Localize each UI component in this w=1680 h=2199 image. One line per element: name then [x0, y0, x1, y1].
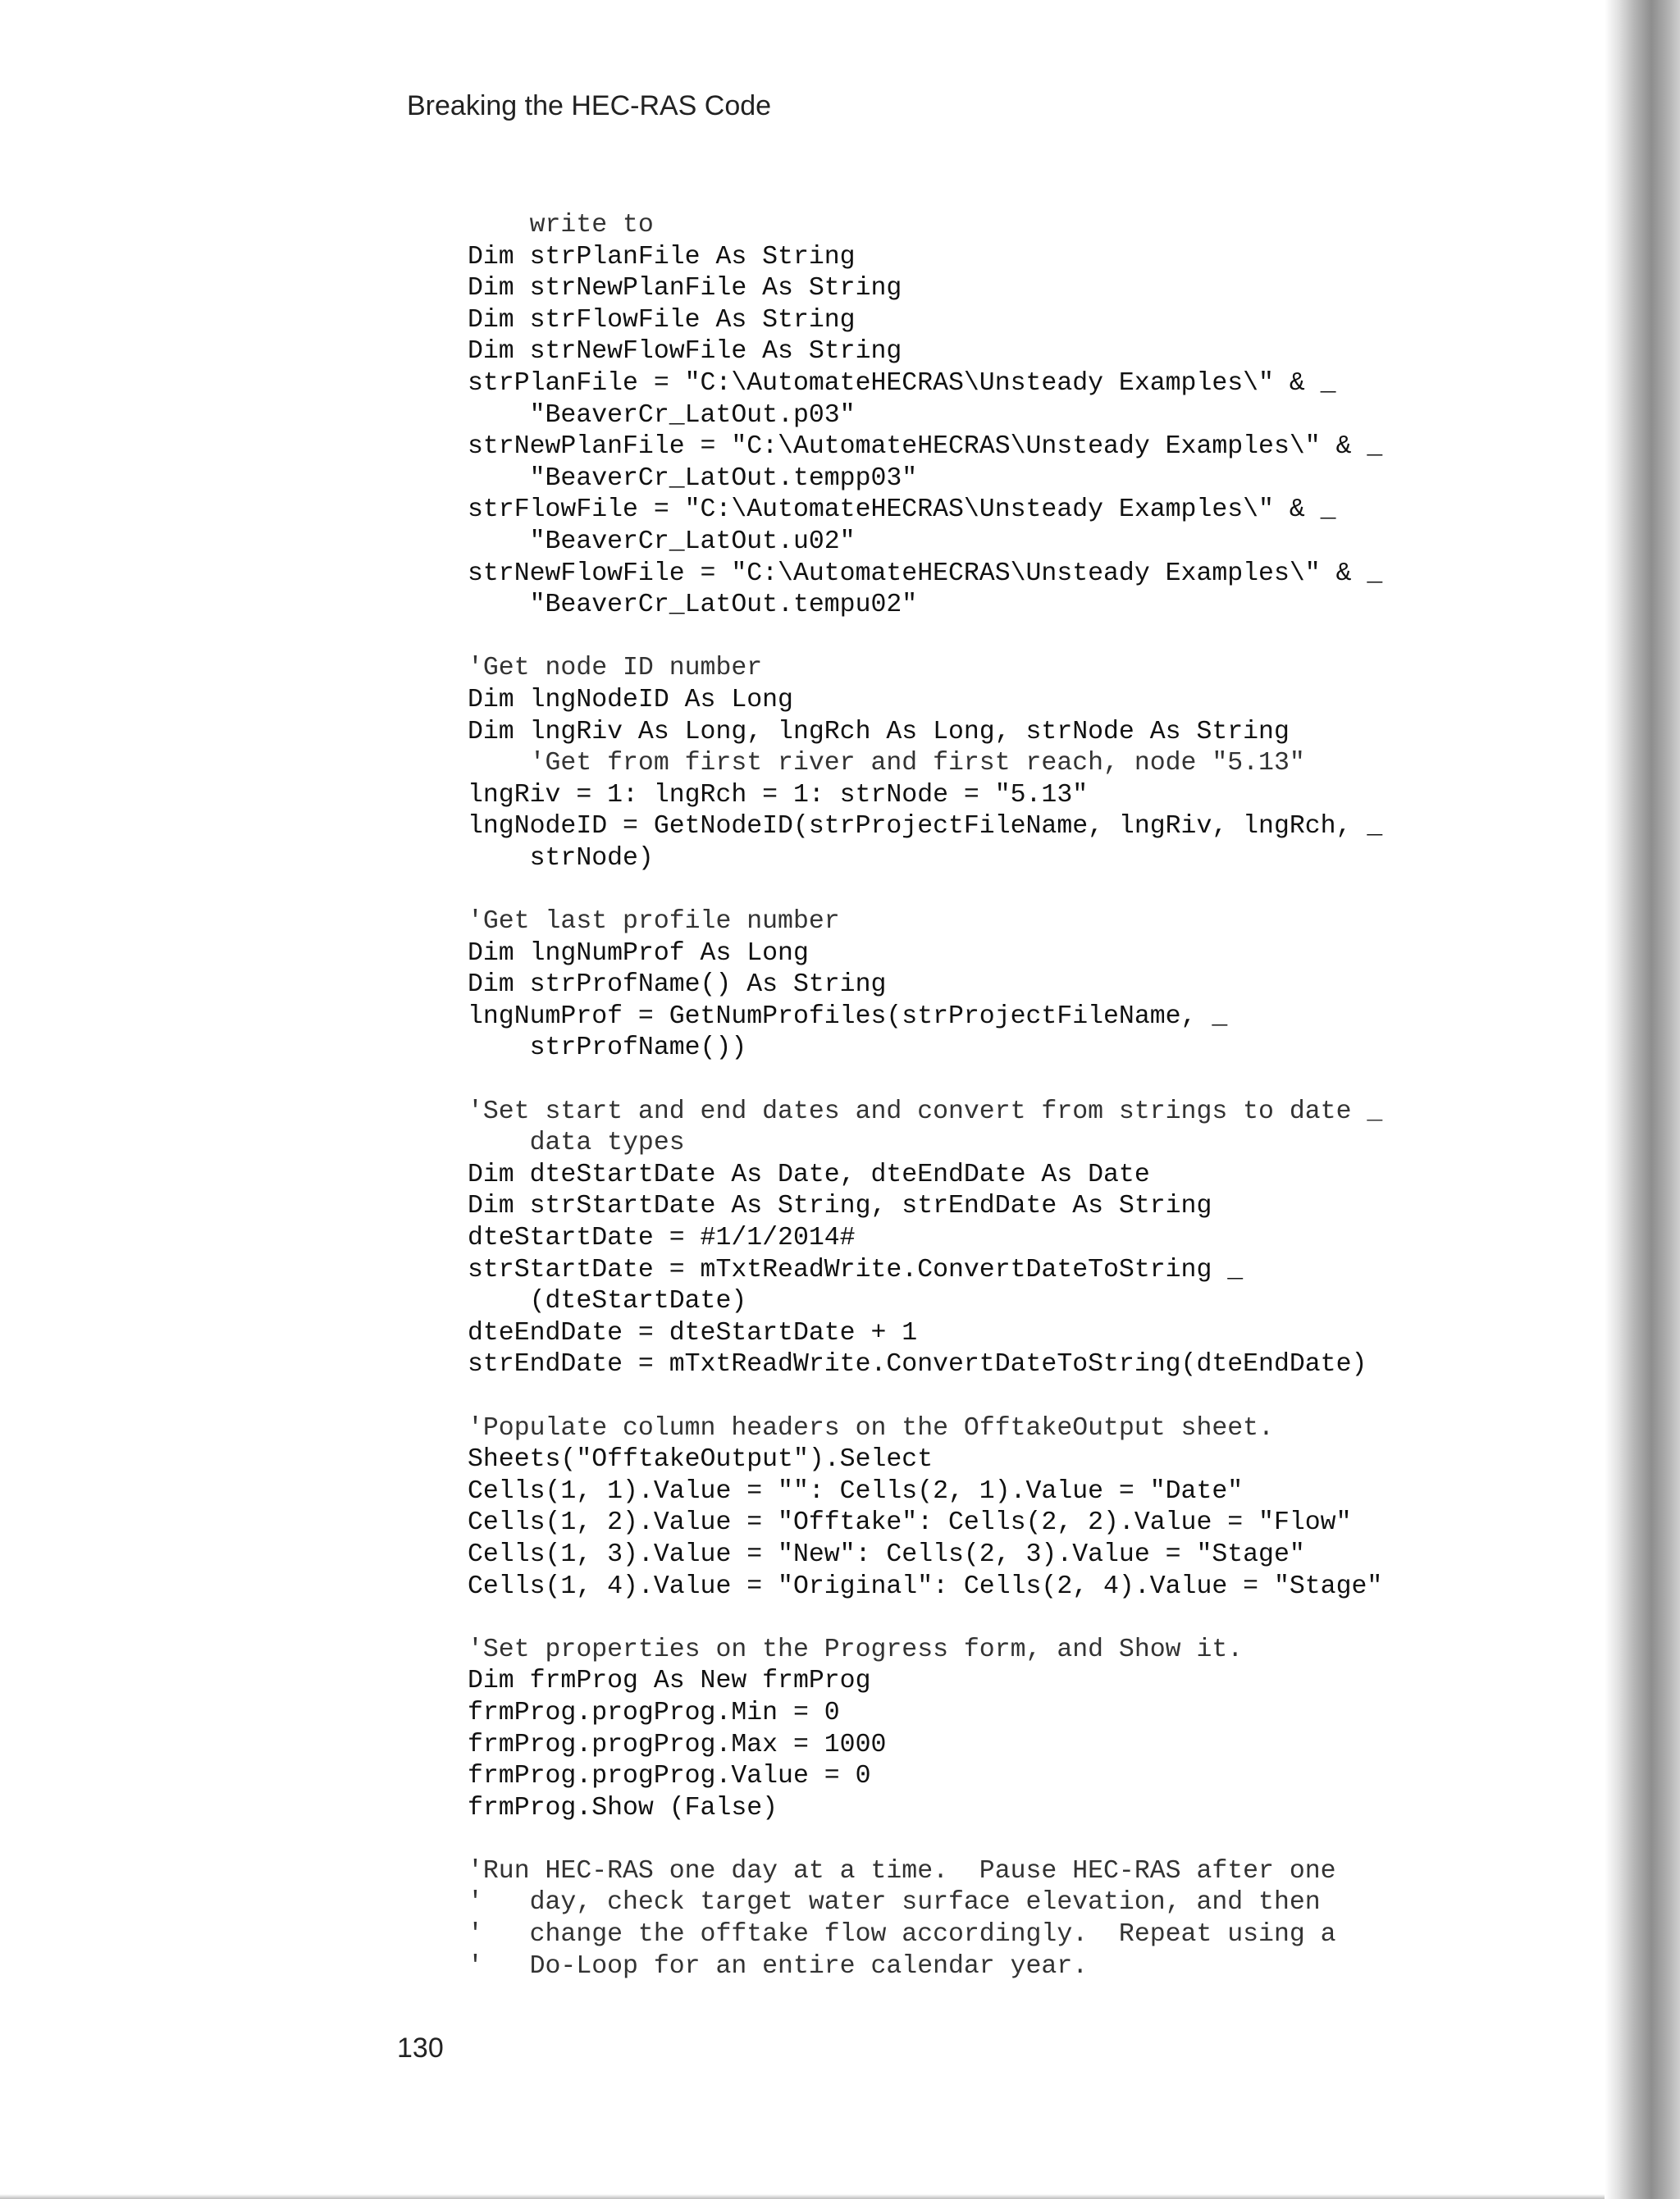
- code-comment-line: write to: [468, 211, 654, 240]
- binding-shadow: [1605, 0, 1680, 2199]
- code-line: strNewFlowFile = "C:\AutomateHECRAS\Unsteady Examples\" & _: [468, 559, 1383, 588]
- code-line: "BeaverCr_LatOut.p03": [468, 400, 856, 430]
- code-line: [468, 622, 1460, 654]
- code-line: Dim strNewFlowFile As String: [468, 337, 902, 367]
- code-line: Dim lngNumProf As Long: [468, 938, 809, 968]
- code-line: (dteStartDate): [468, 1287, 747, 1316]
- code-line: Dim lngNodeID As Long: [468, 685, 793, 714]
- code-line: Dim strPlanFile As String: [468, 242, 856, 271]
- code-line: [468, 1603, 1460, 1635]
- code-comment-line: 'Get last profile number: [468, 907, 840, 937]
- code-line: frmProg.Show (False): [468, 1793, 778, 1823]
- code-line: Cells(1, 4).Value = "Original": Cells(2, 4).Value = "Stage": [468, 1572, 1383, 1601]
- code-line: dteEndDate = dteStartDate + 1: [468, 1318, 918, 1348]
- code-line: Dim strNewPlanFile As String: [468, 274, 902, 303]
- code-line: [468, 1824, 1460, 1856]
- code-line: lngRiv = 1: lngRch = 1: strNode = "5.13": [468, 780, 1089, 810]
- code-line: Cells(1, 1).Value = "": Cells(2, 1).Value = "Date": [468, 1476, 1244, 1506]
- code-line: strProfName()): [468, 1033, 747, 1063]
- code-line: [468, 874, 1460, 906]
- code-line: Dim strProfName() As String: [468, 970, 887, 1000]
- code-listing: [468, 210, 1460, 1982]
- code-line: "BeaverCr_LatOut.tempu02": [468, 591, 918, 620]
- code-line: Sheets("OfftakeOutput").Select: [468, 1445, 934, 1475]
- code-line: frmProg.progProg.Min = 0: [468, 1698, 840, 1727]
- code-comment-line: 'Set start and end dates and convert from strings to date _: [468, 1097, 1383, 1126]
- code-comment-line: data types: [468, 1129, 685, 1158]
- code-line: Dim strStartDate As String, strEndDate As String: [468, 1192, 1212, 1221]
- code-line: strNewPlanFile = "C:\AutomateHECRAS\Unsteady Examples\" & _: [468, 432, 1383, 462]
- code-line: strStartDate = mTxtReadWrite.ConvertDateToString _: [468, 1255, 1244, 1284]
- code-comment-line: 'Set properties on the Progress form, and Show it.: [468, 1635, 1244, 1664]
- code-line: Dim strFlowFile As String: [468, 305, 856, 335]
- code-line: lngNodeID = GetNodeID(strProjectFileName, lngRiv, lngRch, _: [468, 812, 1383, 842]
- code-line: "BeaverCr_LatOut.u02": [468, 527, 856, 556]
- code-comment-line: 'Run HEC-RAS one day at a time. Pause HEC-RAS after one: [468, 1856, 1336, 1886]
- code-line: [468, 1065, 1460, 1097]
- code-line: strNode): [468, 843, 654, 873]
- code-comment-line: ' day, check target water surface elevation, and then: [468, 1888, 1321, 1918]
- code-comment-line: ' Do-Loop for an entire calendar year.: [468, 1951, 1089, 1981]
- code-line: Dim frmProg As New frmProg: [468, 1667, 871, 1696]
- running-head: Breaking the HEC-RAS Code: [407, 90, 772, 121]
- page-bottom-edge: [0, 2194, 1605, 2199]
- code-line: strEndDate = mTxtReadWrite.ConvertDateToString(dteEndDate): [468, 1350, 1367, 1380]
- code-comment-line: ' change the offtake flow accordingly. Repeat using a: [468, 1920, 1336, 1950]
- code-line: "BeaverCr_LatOut.tempp03": [468, 463, 918, 493]
- code-line: frmProg.progProg.Value = 0: [468, 1762, 871, 1791]
- code-line: strFlowFile = "C:\AutomateHECRAS\Unsteady Examples\" & _: [468, 495, 1336, 525]
- code-line: Cells(1, 3).Value = "New": Cells(2, 3).Value = "Stage": [468, 1540, 1305, 1569]
- code-line: lngNumProf = GetNumProfiles(strProjectFileName, _: [468, 1001, 1228, 1031]
- code-line: Dim lngRiv As Long, lngRch As Long, strNode As String: [468, 717, 1290, 746]
- code-line: [468, 1381, 1460, 1413]
- code-line: strPlanFile = "C:\AutomateHECRAS\Unsteady Examples\" & _: [468, 368, 1336, 398]
- code-line: Cells(1, 2).Value = "Offtake": Cells(2, 2).Value = "Flow": [468, 1508, 1352, 1538]
- code-comment-line: 'Get from first river and first reach, node "5.13": [468, 749, 1305, 778]
- code-line: frmProg.progProg.Max = 1000: [468, 1730, 887, 1759]
- code-comment-line: 'Populate column headers on the OfftakeOutput sheet.: [468, 1413, 1274, 1443]
- code-line: dteStartDate = #1/1/2014#: [468, 1224, 856, 1252]
- code-line: Dim dteStartDate As Date, dteEndDate As Date: [468, 1160, 1150, 1189]
- page-number: 130: [397, 2032, 444, 2064]
- code-comment-line: 'Get node ID number: [468, 654, 763, 683]
